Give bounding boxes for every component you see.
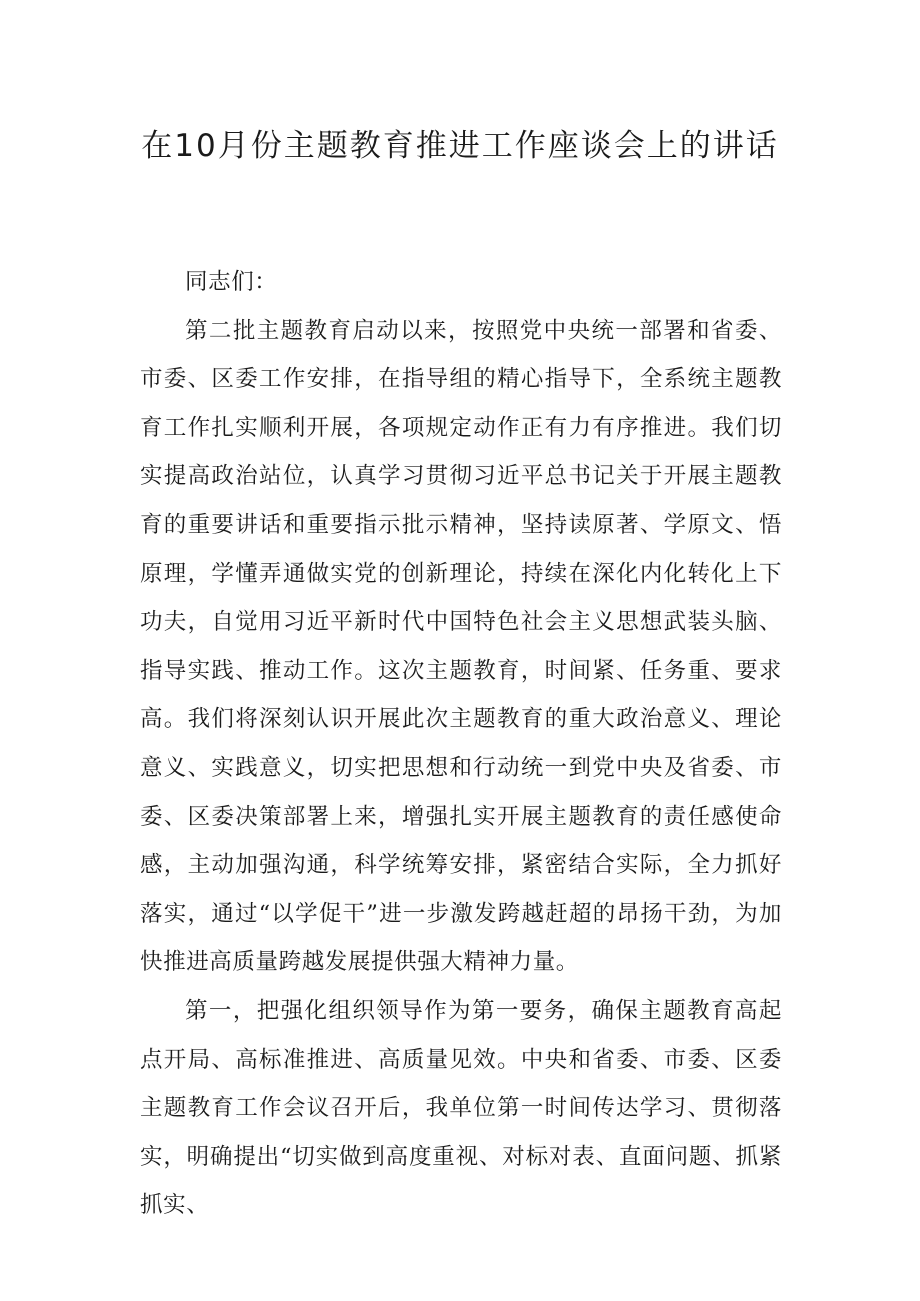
document-body (140, 258, 782, 1230)
document-title: 在10月份主题教育推进工作座谈会上的讲话 (141, 128, 779, 164)
salutation: 同志们： (185, 269, 278, 295)
paragraph-intro: 第二批主题教育启动以来，按照党中央统一部署和省委、市委、区委工作安排，在指导组的精心指导下，全系统主题教育工作扎实顺利开展，各项规定动作正有力有序推进。我们切实提高政治站位，认真学习贯彻习近平总书记关于开展主题教育的重要讲话和重要指示批示精神，坚持读原著、学原文、悟原理，学懂弄通做实党的创新理论，持续在深化内化转化上下功夫，自觉用习近平新时代中国特色社会主义思想武装头脑、指导实践、推动工作。这次主题教育，时间紧、任务重、要求高。我们将深刻认识开展此次主题教育的重大政治意义、理论意义、实践意义，切实把思想和行动统一到党中央及省委、市委、区委决策部署上来，增强扎实开展主题教育的责任感使命感，主动加强沟通，科学统筹安排，紧密结合实际，全力抓好落实，通过“以学促干”进一步激发跨越赶超的昂扬干劲，为加快推进高质量跨越发展提供强大精神力量。 (140, 317, 782, 976)
paragraph-first-point: 第一，把强化组织领导作为第一要务，确保主题教育高起点开局、高标准推进、高质量见效。中央和省委、市委、区委主题教育工作会议召开后，我单位第一时间传达学习、贯彻落实，明确提出“切实做到高度重视、对标对表、直面问题、抓紧抓实、 (140, 997, 782, 1219)
